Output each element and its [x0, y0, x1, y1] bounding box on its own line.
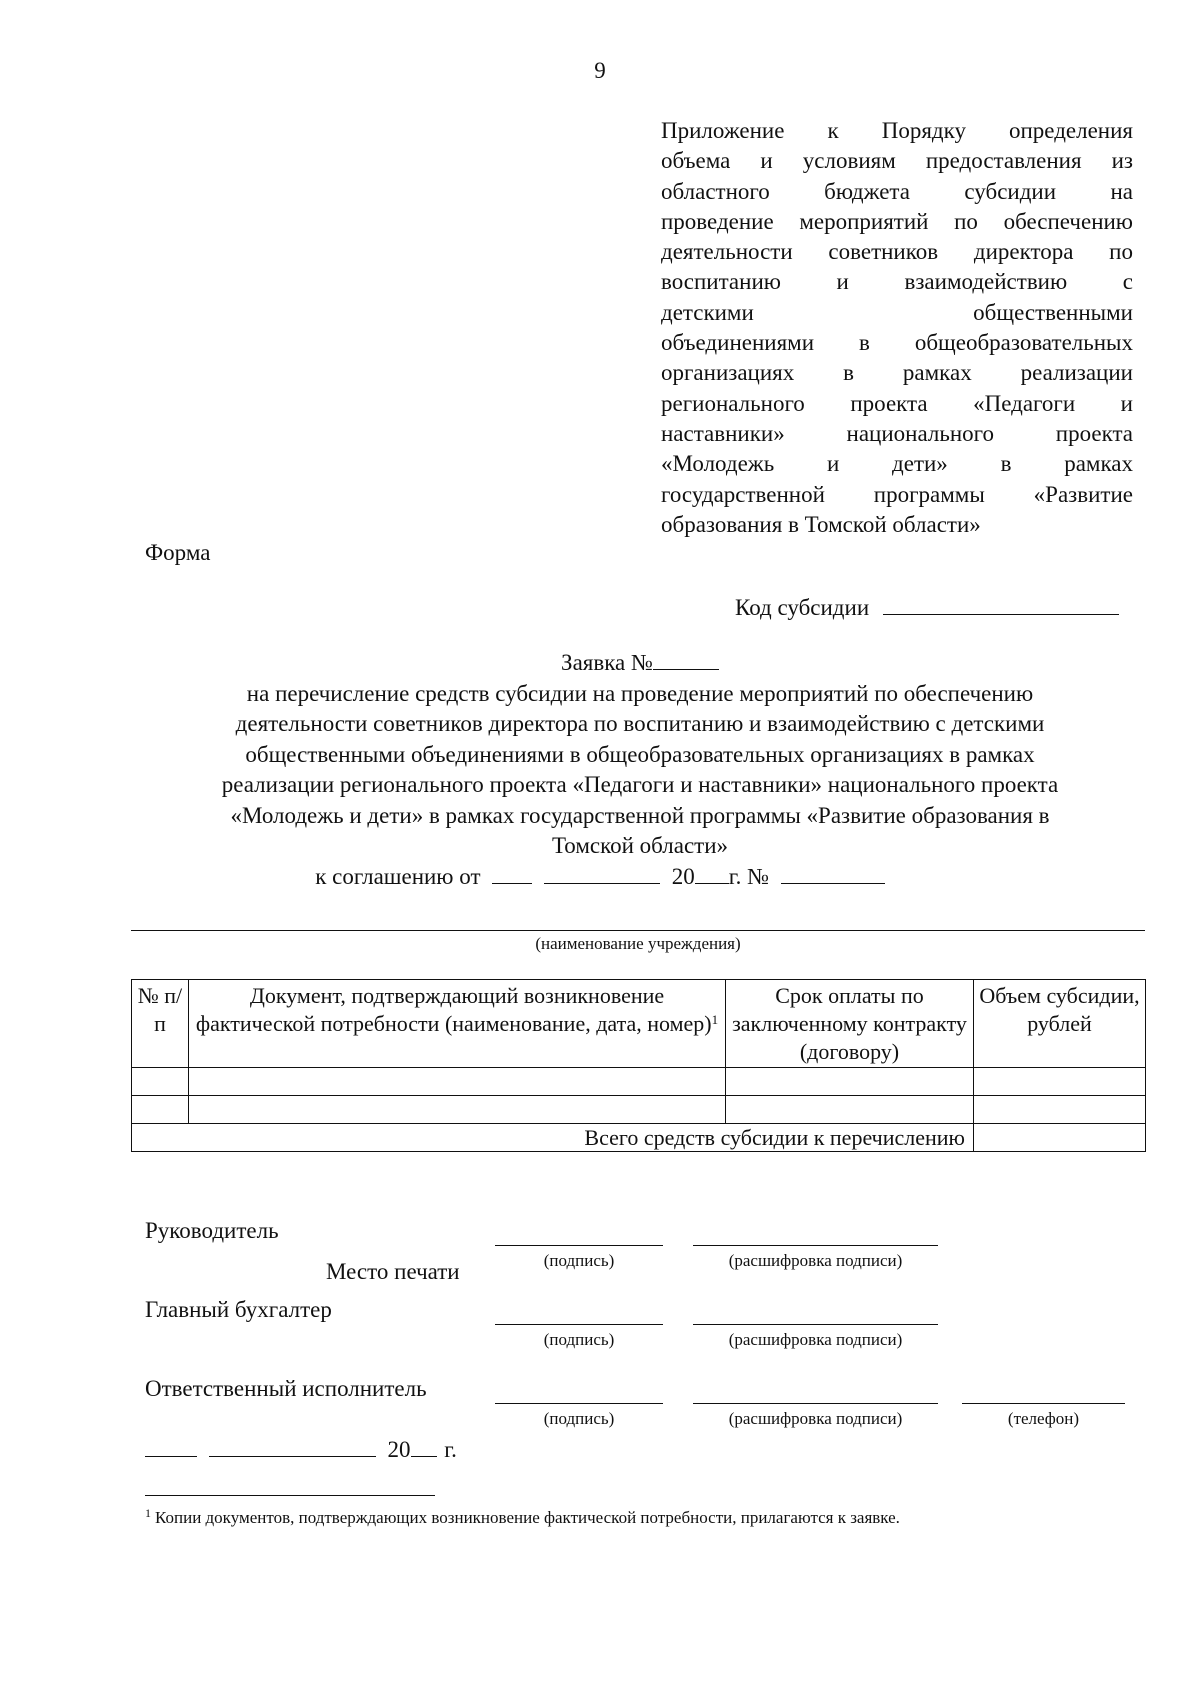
agreement-prefix: к соглашению от: [315, 864, 481, 889]
request-line: деятельности советников директора по воспитанию и взаимодействию с детскими: [235, 711, 1045, 736]
head-decoding-line[interactable]: [693, 1245, 938, 1246]
column-header-amount: Объем субсидии, рублей: [974, 980, 1146, 1068]
institution-line[interactable]: [131, 930, 1145, 931]
table-row: [132, 1096, 1146, 1124]
agreement-year-prefix: 20: [671, 864, 695, 889]
total-amount-cell[interactable]: [974, 1124, 1146, 1152]
table-cell[interactable]: [974, 1096, 1146, 1124]
request-line: «Молодежь и дети» в рамках государственной программы «Развитие образования в: [230, 802, 1050, 828]
date-year-blank[interactable]: [411, 1436, 437, 1457]
table-cell[interactable]: [974, 1068, 1146, 1096]
executor-phone-caption: (телефон): [1007, 1409, 1080, 1428]
appendix-line: наставники» национального проекта: [661, 420, 1133, 446]
executor-decoding-line[interactable]: [693, 1403, 938, 1404]
institution-caption: (наименование учреждения): [535, 934, 741, 953]
table-total-row: [132, 1124, 1146, 1152]
appendix-note: [661, 116, 1133, 540]
appendix-line: государственной программы «Развитие: [661, 481, 1133, 507]
column-header-document: [189, 980, 726, 1068]
head-label: Руководитель: [145, 1218, 279, 1243]
form-label: Форма: [145, 540, 211, 565]
executor-decoding-caption: (расшифровка подписи): [728, 1409, 903, 1428]
head-signature-caption: (подпись): [543, 1251, 615, 1270]
footnote: [145, 1508, 900, 1528]
agreement-number-blank[interactable]: [781, 863, 885, 884]
request-title-text: Заявка №: [561, 650, 653, 675]
appendix-line: проведение мероприятий по обеспечению: [661, 208, 1133, 234]
subsidy-code-label: Код субсидии: [735, 595, 870, 620]
appendix-line: организациях в рамках реализации: [661, 360, 1133, 386]
agreement-year-blank[interactable]: [695, 863, 729, 884]
column-header-payment-term: Срок оплаты по заключенному контракту (договору): [726, 980, 974, 1068]
appendix-line: деятельности советников директора по: [661, 239, 1133, 265]
appendix-line: «Молодежь и дети» в рамках: [661, 451, 1133, 477]
column-header-document-text: Документ, подтверждающий возникновение фактической потребности (наименование, дата, номер): [195, 983, 712, 1036]
head-decoding-caption: (расшифровка подписи): [728, 1251, 903, 1270]
table-cell[interactable]: [132, 1096, 189, 1124]
subsidy-code-blank[interactable]: [883, 594, 1119, 615]
accountant-signature-caption: (подпись): [543, 1330, 615, 1349]
request-number-blank[interactable]: [653, 649, 719, 670]
table-header-row: [132, 980, 1146, 1068]
footnote-mark: 1: [145, 1506, 151, 1520]
table-cell[interactable]: [726, 1068, 974, 1096]
total-label: Всего средств субсидии к перечислению: [132, 1124, 974, 1152]
agreement-number-label: г. №: [728, 864, 770, 889]
date-year-prefix: 20: [387, 1437, 411, 1462]
accountant-decoding-caption: (расшифровка подписи): [728, 1330, 903, 1349]
subsidy-table: [131, 979, 1146, 1152]
appendix-line: детскими общественными: [661, 299, 1133, 325]
seal-label: Место печати: [326, 1259, 460, 1284]
appendix-line: образования в Томской области»: [661, 511, 981, 537]
chief-accountant-label: Главный бухгалтер: [145, 1297, 332, 1322]
date-month-blank[interactable]: [209, 1436, 376, 1457]
date-day-blank[interactable]: [145, 1436, 197, 1457]
request-line: общественными объединениями в общеобразовательных организациях в рамках: [245, 741, 1035, 767]
footnote-ref: 1: [711, 1012, 719, 1027]
table-cell[interactable]: [726, 1096, 974, 1124]
request-title-block: [130, 648, 1150, 862]
table-cell[interactable]: [132, 1068, 189, 1096]
request-title: [130, 648, 1150, 679]
request-line: на перечисление средств субсидии на проведение мероприятий по обеспечению: [246, 680, 1034, 706]
agreement-month-blank[interactable]: [544, 863, 660, 884]
accountant-decoding-line[interactable]: [693, 1324, 938, 1325]
date-line: [145, 1436, 457, 1463]
appendix-line: областного бюджета субсидии на: [661, 178, 1133, 204]
executor-signature-caption: (подпись): [543, 1409, 615, 1428]
table-cell[interactable]: [189, 1096, 726, 1124]
appendix-line: объединениями в общеобразовательных: [661, 330, 1133, 356]
executor-signature-line[interactable]: [495, 1403, 663, 1404]
head-signature-line[interactable]: [495, 1245, 663, 1246]
table-cell[interactable]: [189, 1068, 726, 1096]
appendix-line: воспитанию и взаимодействию с: [661, 269, 1133, 295]
footnote-text: Копии документов, подтверждающих возникновение фактической потребности, прилагаются к заявке.: [155, 1508, 900, 1527]
executor-phone-line[interactable]: [962, 1403, 1125, 1404]
table-row: [132, 1068, 1146, 1096]
appendix-line: объема и условиям предоставления из: [661, 148, 1133, 174]
footnote-separator: [145, 1495, 435, 1496]
appendix-line: Приложение к Порядку определения: [661, 118, 1133, 143]
appendix-line: регионального проекта «Педагоги и: [661, 390, 1133, 416]
page-number: 9: [594, 58, 606, 83]
request-line: Томской области»: [551, 833, 729, 858]
executor-label: Ответственный исполнитель: [145, 1376, 427, 1401]
request-line: реализации регионального проекта «Педагоги и наставники» национального проекта: [221, 772, 1059, 797]
column-header-number: № п/п: [132, 980, 189, 1068]
date-year-suffix: г.: [444, 1437, 457, 1462]
agreement-day-blank[interactable]: [492, 863, 532, 884]
subsidy-code-field: [735, 594, 1119, 621]
agreement-line: [0, 863, 1200, 890]
accountant-signature-line[interactable]: [495, 1324, 663, 1325]
